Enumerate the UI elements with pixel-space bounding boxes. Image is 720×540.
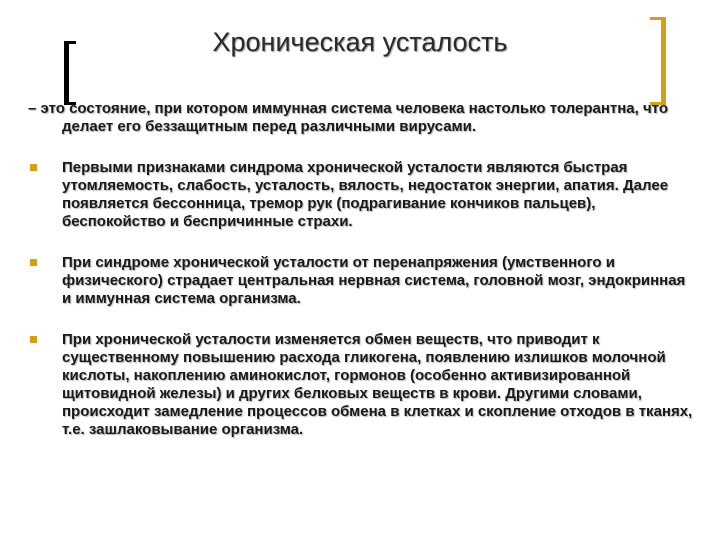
bullet-item-1 (28, 159, 698, 231)
slide-body (28, 100, 698, 462)
right-bracket-decoration (650, 17, 666, 105)
bullet-square-icon (30, 164, 37, 171)
bullet-text: Первыми признаками синдрома хронической усталости являются быстрая утомляемость, слабость, усталость, вялость, недостаток энергии, апатия. Далее появляется бессонница, тремор рук (подрагивание кончиков пальцев), беспокойство и беспричинные страхи. (62, 159, 669, 230)
bullet-item-3 (28, 331, 698, 439)
bullet-square-icon (30, 336, 37, 343)
intro-paragraph: – это состояние, при котором иммунная система человека настолько толерантна, что делает его беззащитным перед различными вирусами. (28, 100, 668, 135)
bullet-square-icon (30, 259, 37, 266)
slide-title: Хроническая усталость (212, 27, 508, 57)
bullet-text: При синдроме хронической усталости от перенапряжения (умственного и физического) страдает центральная нервная система, головной мозг, эндокринная и иммунная система организма. (62, 254, 686, 307)
left-bracket-decoration (64, 41, 76, 105)
bullet-item-2 (28, 254, 698, 308)
bullet-text: При хронической усталости изменяется обмен веществ, что приводит к существенному повышению расхода гликогена, появлению излишков молочной кислоты, накоплению аминокислот, гормонов (особенно активизированной щитовидной железы) и других белковых веществ в крови. Другими словами, происходит замедление процессов обмена в клетках и скопление отходов в тканях, т.е. зашлаковывание организма. (62, 331, 693, 438)
